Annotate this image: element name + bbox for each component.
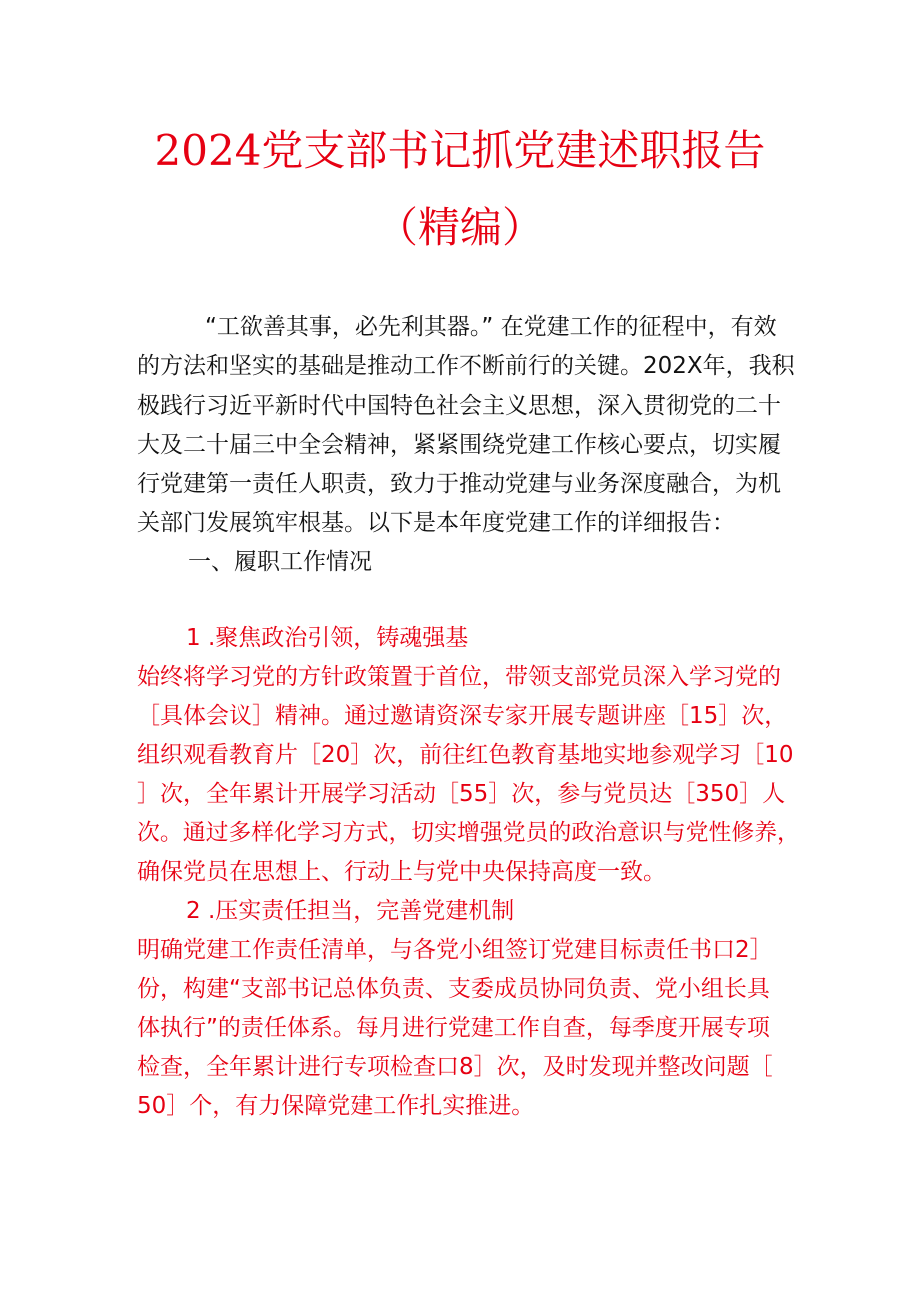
intro-line: 大及二十届三中全会精神，紧紧围绕党建工作核心要点，切实履 xyxy=(137,432,781,458)
item-2-line: 份，构建“支部书记总体负责、支委成员协同负责、党小组长具 xyxy=(137,976,770,1002)
intro-line: “工欲善其事，必先利其器。” 在党建工作的征程中，有效 xyxy=(205,314,777,340)
item-2-heading: 2 .压实责任担当，完善党建机制 xyxy=(186,898,515,924)
item-2-line: 50］个，有力保障党建工作扎实推进。 xyxy=(137,1093,535,1119)
item-1-line: ］次，全年累计开展学习活动［55］次，参与党员达［350］人 xyxy=(137,781,786,807)
item-1-line: 组织观看教育片［20］次，前往红色教育基地实地参观学习［10 xyxy=(137,742,794,768)
item-1-line: ［具体会议］精神。通过邀请资深专家开展专题讲座［15］次， xyxy=(137,703,788,729)
document-title: 2024党支部书记抓党建述职报告 xyxy=(154,126,766,175)
item-1-heading: 1 .聚焦政治引领，铸魂强基 xyxy=(186,625,469,651)
item-2-line: 体执行”的责任体系。每月进行党建工作自查，每季度开展专项 xyxy=(137,1015,770,1041)
intro-line: 的方法和坚实的基础是推动工作不断前行的关键。202X年，我积 xyxy=(137,353,795,379)
section-heading: 一、履职工作情况 xyxy=(188,549,372,575)
intro-line: 极践行习近平新时代中国特色社会主义思想，深入贯彻党的二十 xyxy=(137,393,781,419)
item-2-line: 检查，全年累计进行专项检查口8］次，及时发现并整改问题［ xyxy=(137,1054,773,1080)
item-2-line: 明确党建工作责任清单，与各党小组签订党建目标责任书口2］ xyxy=(137,937,773,963)
item-1-line: 确保党员在思想上、行动上与党中央保持高度一致。 xyxy=(137,859,666,885)
item-1-line: 始终将学习党的方针政策置于首位，带领支部党员深入学习党的 xyxy=(137,664,781,690)
item-1-line: 次。通过多样化学习方式，切实增强党员的政治意识与党性修养， xyxy=(137,820,800,846)
document-subtitle: （精编） xyxy=(375,203,544,252)
intro-line: 关部门发展筑牢根基。以下是本年度党建工作的详细报告： xyxy=(137,510,735,536)
intro-line: 行党建第一责任人职责，致力于推动党建与业务深度融合，为机 xyxy=(137,471,781,497)
